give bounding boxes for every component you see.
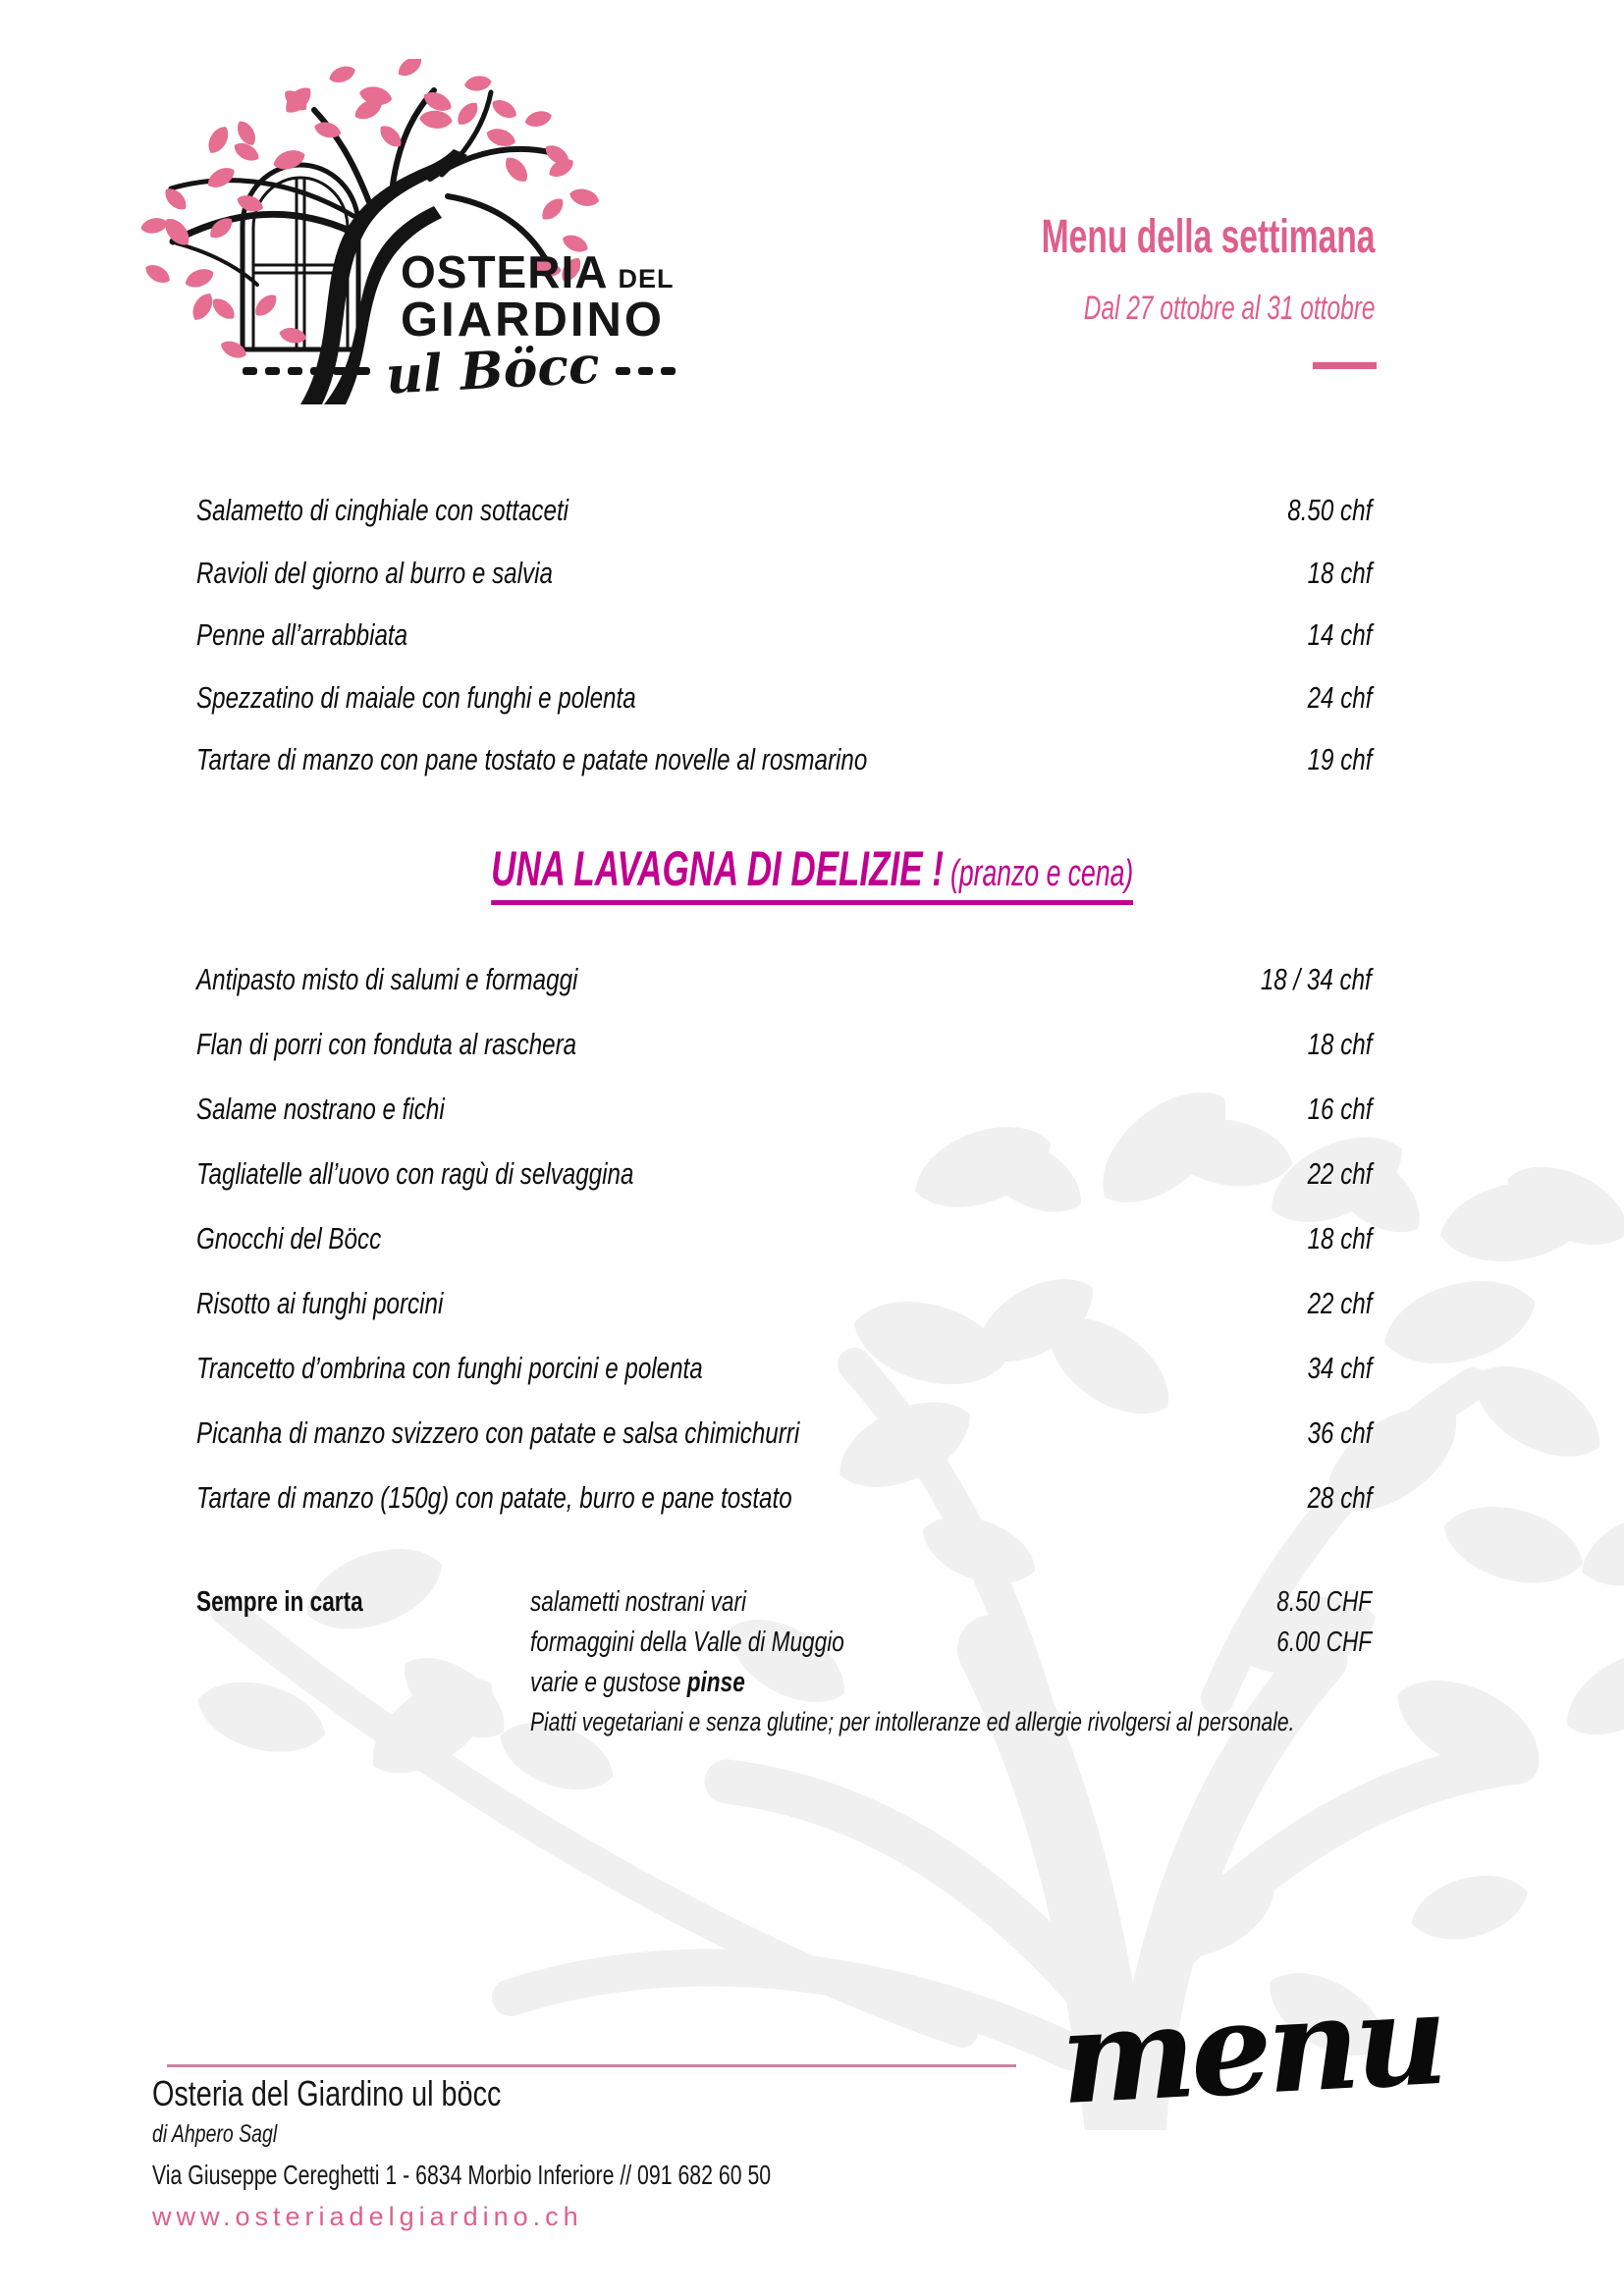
dish-price: 24 chf	[1307, 679, 1372, 715]
footer-restaurant-name: Osteria del Giardino ul böcc	[152, 2073, 502, 2113]
dish-price: 19 chf	[1307, 742, 1372, 776]
menu-item-row	[196, 617, 1372, 680]
always-item-text: formaggini della Valle di Muggio	[530, 1627, 844, 1658]
dish-price: 18 / 34 chf	[1261, 962, 1372, 996]
menu-item-row	[196, 1480, 1372, 1545]
dish-price: 18 chf	[1307, 1221, 1372, 1255]
page-title: Menu della settimana	[1041, 211, 1375, 263]
dish-price: 28 chf	[1307, 1480, 1372, 1515]
menu-item-row	[196, 1156, 1372, 1221]
dish-name: Tartare di manzo con pane tostato e patate novelle al rosmarino	[196, 742, 868, 776]
lavagna-heading	[0, 840, 1624, 905]
footer-divider	[167, 2064, 1016, 2067]
menu-item-row	[196, 742, 1372, 805]
menu-item-row	[196, 493, 1372, 556]
allergy-note: Piatti vegetariani e senza glutine; per intolleranze ed allergie rivolgersi al personale.	[530, 1707, 1295, 1736]
menu-header	[898, 210, 1375, 328]
always-in-menu-section	[196, 1586, 1372, 1737]
menu-item-row	[196, 1221, 1372, 1286]
dish-name: Tartare di manzo (150g) con patate, burro e pane tostato	[196, 1480, 792, 1515]
always-label: Sempre in carta	[196, 1586, 363, 1618]
week-menu-list	[196, 493, 1372, 805]
dish-name: Gnocchi del Böcc	[196, 1221, 382, 1255]
menu-item-row	[196, 962, 1372, 1027]
accent-bar	[1313, 362, 1377, 369]
dish-name: Penne all’arrabbiata	[196, 617, 408, 652]
logo-word-del: DEL	[618, 264, 675, 294]
dish-price: 36 chf	[1307, 1415, 1372, 1450]
dish-name: Spezzatino di maiale con funghi e polenta	[196, 679, 636, 715]
logo-wordmark-line1	[401, 245, 674, 298]
dish-name: Flan di porri con fonduta al raschera	[196, 1027, 577, 1061]
lavagna-title: UNA LAVAGNA DI DELIZIE !	[490, 841, 944, 896]
dish-name: Trancetto d’ombrina con funghi porcini e polenta	[196, 1351, 703, 1385]
dish-price: 8.50 chf	[1286, 493, 1372, 527]
logo-script-name: ul Böcc	[384, 335, 602, 406]
dish-price: 22 chf	[1307, 1286, 1372, 1320]
dish-name: Picanha di manzo svizzero con patate e salsa chimichurri	[196, 1415, 800, 1450]
always-item-row	[530, 1586, 1372, 1627]
menu-item-row	[196, 1415, 1372, 1480]
menu-item-row	[196, 1286, 1372, 1351]
lavagna-subtitle: (pranzo e cena)	[949, 853, 1134, 894]
footer-company: di Ahpero Sagl	[152, 2120, 278, 2148]
dish-name: Tagliatelle all’uovo con ragù di selvaggina	[196, 1156, 634, 1191]
lavagna-menu-list	[196, 962, 1372, 1545]
menu-item-row	[196, 1027, 1372, 1092]
dish-name: Antipasto misto di salumi e formaggi	[196, 962, 578, 996]
always-item-text: salametti nostrani vari	[530, 1586, 747, 1618]
dish-price: 22 chf	[1307, 1156, 1372, 1191]
dish-name: Salame nostrano e fichi	[196, 1092, 445, 1126]
logo-dashes-right	[616, 367, 676, 375]
menu-item-row	[196, 1351, 1372, 1415]
dish-name: Risotto ai funghi porcini	[196, 1286, 444, 1320]
menu-script-word: menu	[1056, 1962, 1447, 2134]
always-item-row	[530, 1667, 1372, 1707]
menu-item-row	[196, 680, 1372, 743]
dish-price: 18 chf	[1307, 1027, 1372, 1061]
always-item-price: 6.00 CHF	[1276, 1627, 1372, 1658]
dish-price: 18 chf	[1307, 555, 1372, 590]
dish-price: 16 chf	[1307, 1092, 1372, 1126]
logo-script-row	[243, 335, 676, 406]
website-link[interactable]: www.osteriadelgiardino.ch	[152, 2202, 583, 2231]
logo-word-osteria: OSTERIA	[401, 246, 609, 297]
dish-price: 34 chf	[1307, 1351, 1372, 1385]
menu-item-row	[196, 556, 1372, 618]
always-item-row	[530, 1627, 1372, 1667]
always-lines	[530, 1586, 1372, 1737]
dish-name: Ravioli del giorno al burro e salvia	[196, 555, 553, 590]
dish-price: 14 chf	[1307, 617, 1372, 652]
date-range: Dal 27 ottobre al 31 ottobre	[1083, 290, 1375, 327]
logo-dashes-left	[243, 367, 370, 375]
always-item-text: varie e gustose pinse	[530, 1667, 745, 1698]
menu-item-row	[196, 1092, 1372, 1156]
dish-name: Salametto di cinghiale con sottaceti	[196, 493, 569, 527]
always-item-price: 8.50 CHF	[1276, 1586, 1372, 1618]
footer-address-phone: Via Giuseppe Cereghetti 1 - 6834 Morbio Inferiore // 091 682 60 50	[152, 2160, 772, 2190]
logo-word-giardino: GIARDINO	[401, 294, 665, 347]
